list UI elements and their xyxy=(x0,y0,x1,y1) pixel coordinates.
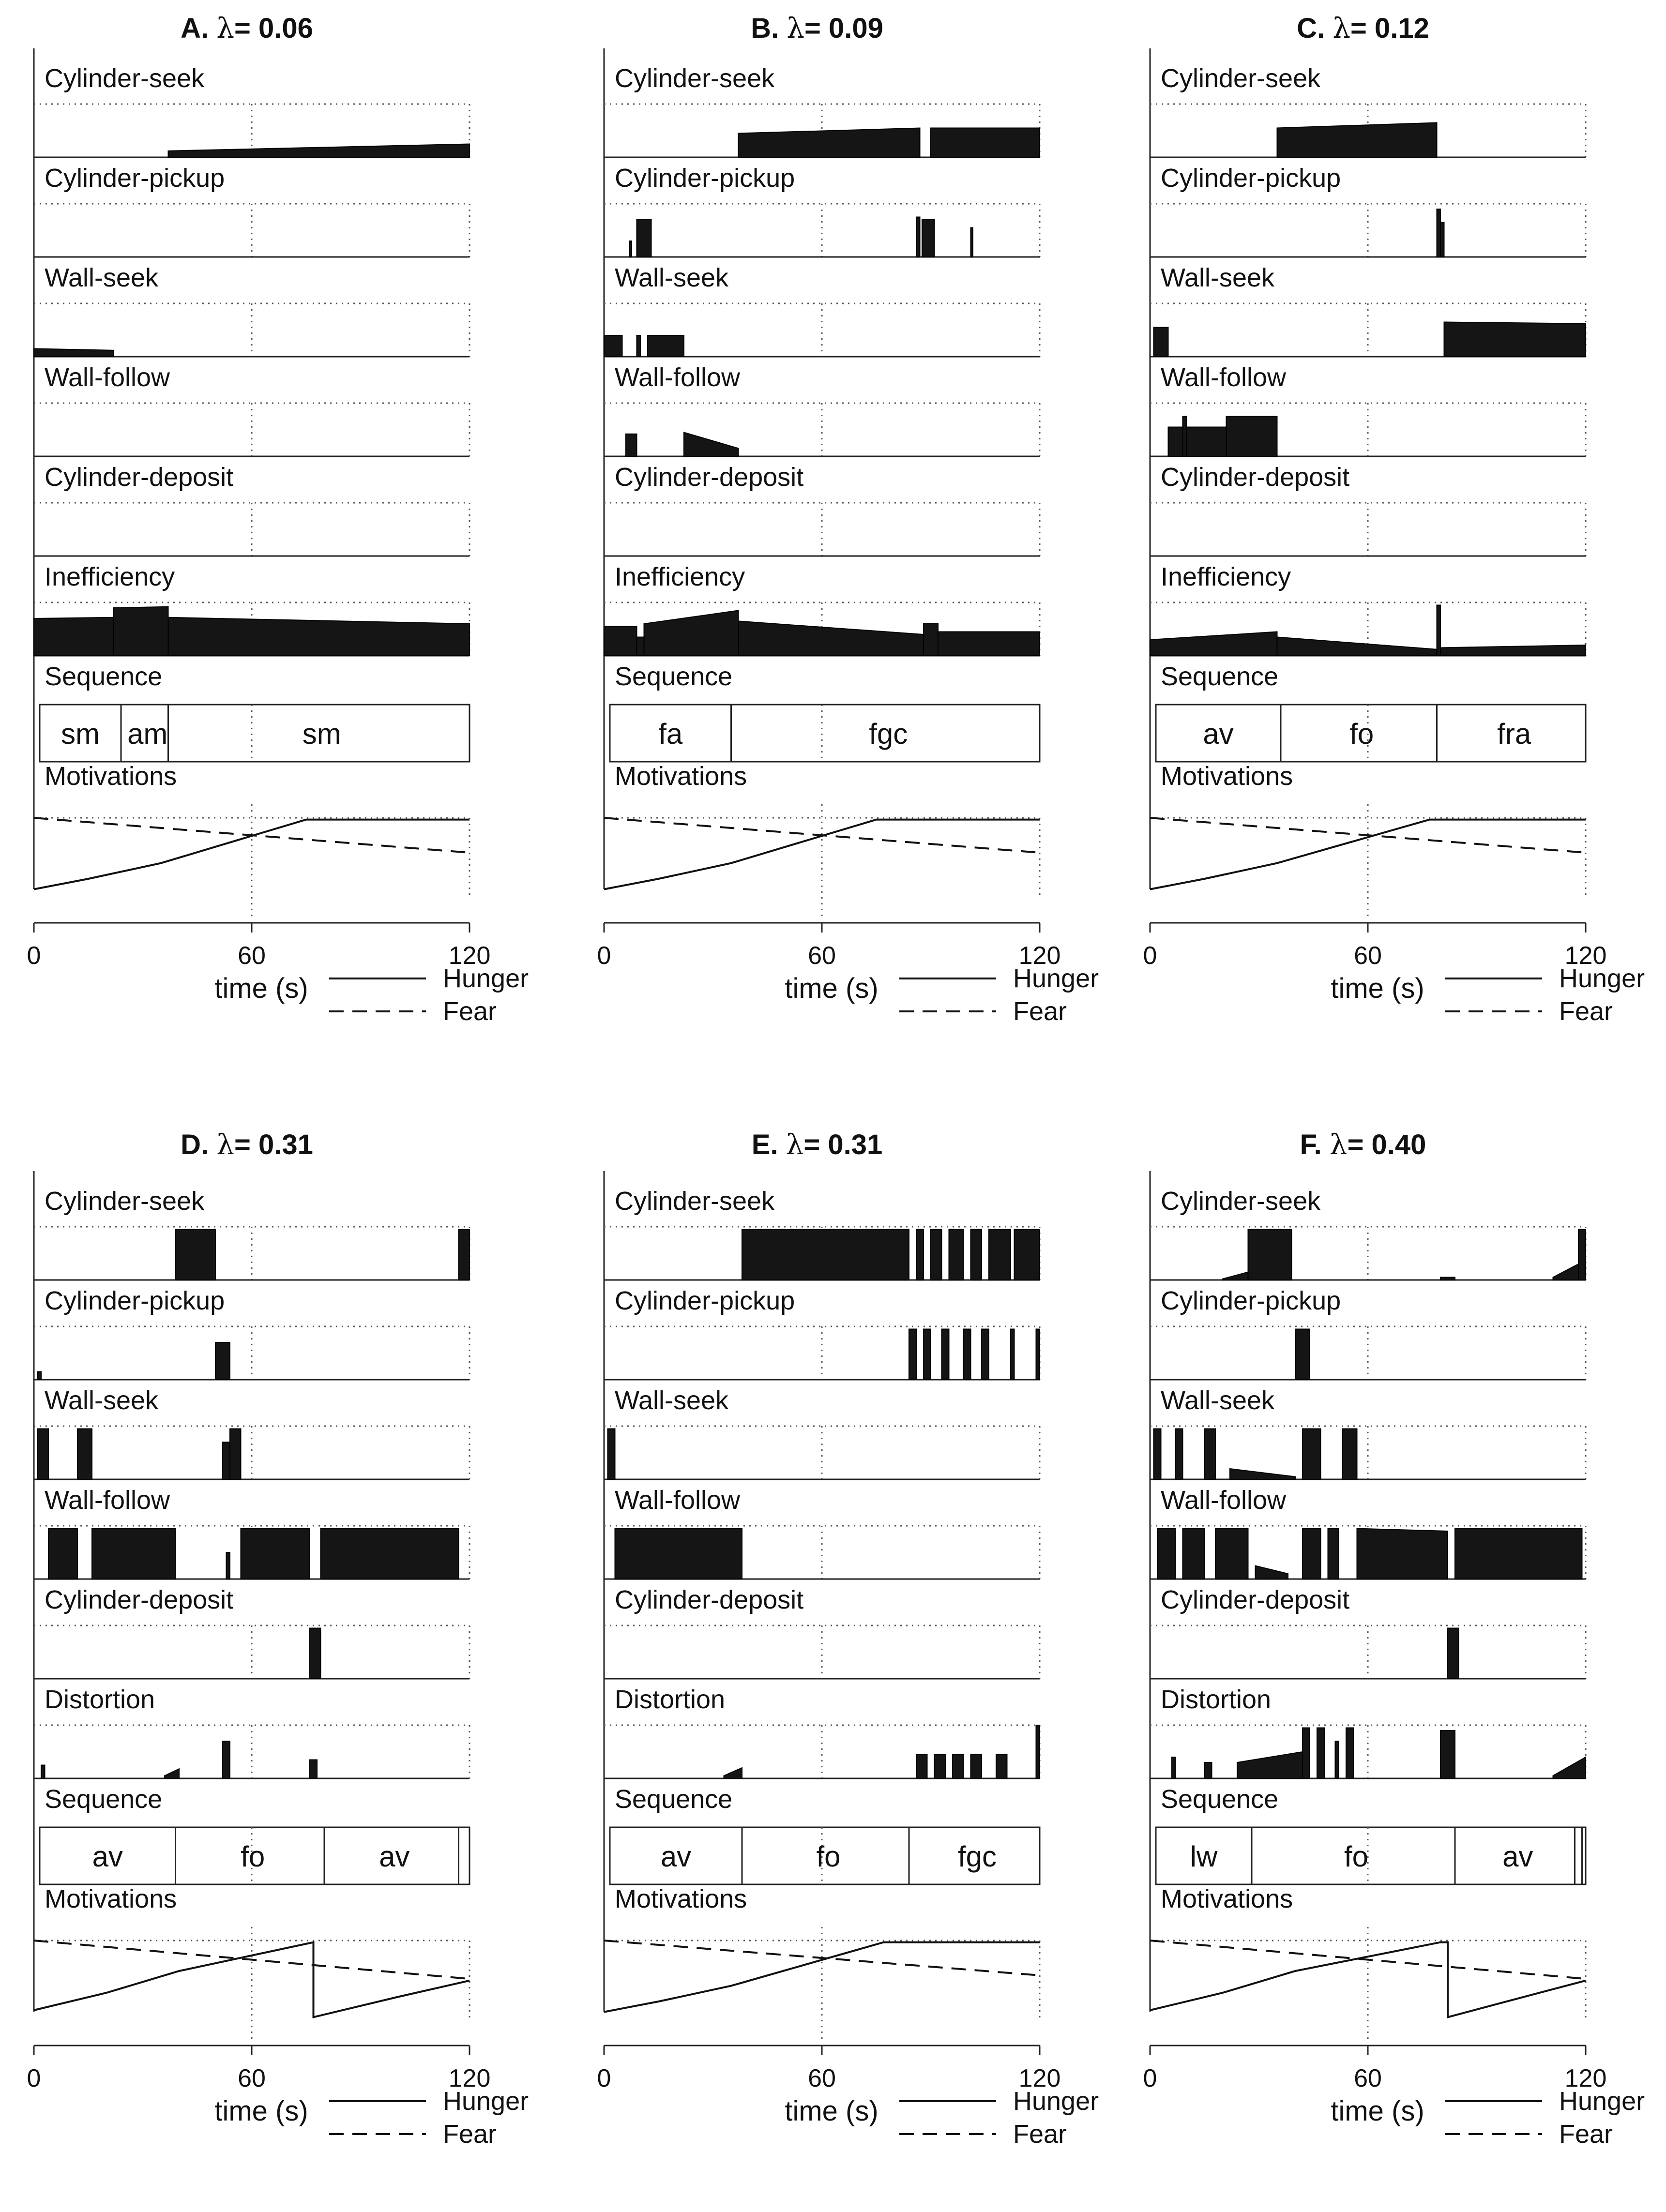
activation-area xyxy=(230,1429,241,1480)
row-label: Wall-seek xyxy=(45,1386,159,1415)
legend-fear-label: Fear xyxy=(1559,2120,1613,2149)
x-axis-label: time (s) xyxy=(785,973,878,1004)
x-tick-label: 120 xyxy=(1018,2064,1061,2092)
activation-area xyxy=(1440,1278,1455,1280)
activation-area xyxy=(1223,1272,1248,1280)
activation-area xyxy=(459,1230,470,1280)
row-motivations xyxy=(1143,1884,1645,2149)
activation-area xyxy=(1015,1230,1040,1280)
x-tick-label: 0 xyxy=(27,2064,41,2092)
activation-area xyxy=(34,349,114,357)
activation-area xyxy=(310,1628,321,1679)
panel-letter: A. xyxy=(181,13,217,44)
row-label: Wall-follow xyxy=(1161,363,1287,392)
row-wall-seek xyxy=(1150,1386,1586,1479)
x-axis-label: time (s) xyxy=(214,973,308,1004)
activation-area xyxy=(1150,632,1277,656)
x-tick-label: 0 xyxy=(597,2064,611,2092)
lambda-symbol: λ xyxy=(787,12,805,45)
row-label: Sequence xyxy=(1161,662,1279,691)
activation-area xyxy=(1295,1329,1310,1380)
activation-area xyxy=(648,335,684,357)
panel-c xyxy=(1143,12,1645,1026)
row-label: Cylinder-seek xyxy=(45,1187,205,1216)
panel-title xyxy=(181,12,313,45)
x-tick-label: 60 xyxy=(238,942,266,970)
row-wall-follow xyxy=(34,1486,470,1579)
x-axis-label: time (s) xyxy=(1331,2095,1424,2127)
x-tick-label: 60 xyxy=(238,2064,266,2092)
hunger-line xyxy=(1150,820,1586,889)
activation-area xyxy=(114,607,168,656)
activation-area xyxy=(1157,1529,1176,1580)
row-label: Wall-seek xyxy=(615,1386,729,1415)
row-cylinder-seek xyxy=(1150,64,1586,157)
activation-area xyxy=(176,1230,216,1280)
activation-area xyxy=(1357,1529,1448,1580)
x-axis-label: time (s) xyxy=(214,2095,308,2127)
activation-area xyxy=(1303,1429,1321,1480)
row-cylinder-pickup xyxy=(34,164,470,257)
row-label: Cylinder-deposit xyxy=(45,1585,234,1614)
activation-area xyxy=(989,1230,1011,1280)
x-tick-label: 60 xyxy=(1354,2064,1382,2092)
row-wall-follow xyxy=(604,1486,1040,1579)
row-label: Inefficiency xyxy=(1161,562,1291,591)
activation-area xyxy=(1248,1230,1292,1280)
row-sequence xyxy=(1156,1785,1586,1884)
x-tick-label: 120 xyxy=(1564,942,1607,970)
row-cylinder-deposit xyxy=(1150,463,1586,556)
row-label: Cylinder-pickup xyxy=(45,164,225,193)
panel-title xyxy=(1297,12,1429,45)
activation-area xyxy=(1215,1529,1248,1580)
hunger-line xyxy=(604,1942,1040,2012)
row-sequence xyxy=(40,662,470,762)
activation-area xyxy=(644,611,739,656)
sequence-block-label: fra xyxy=(1497,718,1531,750)
activation-area xyxy=(48,1529,77,1580)
x-tick-label: 120 xyxy=(448,942,491,970)
x-tick-label: 0 xyxy=(1143,942,1157,970)
activation-area xyxy=(34,617,114,656)
panel-title xyxy=(751,12,883,45)
activation-area xyxy=(1317,1728,1324,1779)
activation-area xyxy=(971,228,973,257)
row-label: Sequence xyxy=(615,662,733,691)
row-label: Distortion xyxy=(45,1685,155,1714)
x-tick-label: 120 xyxy=(1018,942,1061,970)
legend-fear-label: Fear xyxy=(443,2120,497,2149)
legend-hunger-label: Hunger xyxy=(1013,2087,1099,2116)
activation-area xyxy=(1437,605,1441,656)
activation-area xyxy=(1183,417,1187,457)
row-label: Cylinder-deposit xyxy=(1161,463,1350,492)
activation-area xyxy=(1205,1762,1212,1778)
hunger-line xyxy=(604,820,1040,889)
activation-area xyxy=(637,637,644,656)
activation-area xyxy=(630,241,632,257)
panel-f xyxy=(1143,1128,1645,2149)
row-label: Distortion xyxy=(1161,1685,1272,1714)
activation-area xyxy=(938,632,1040,656)
sequence-block-label: sm xyxy=(61,718,100,750)
legend-hunger-label: Hunger xyxy=(443,964,529,993)
sequence-block-label: fo xyxy=(241,1840,265,1873)
activation-area xyxy=(922,220,935,257)
lambda-symbol: λ xyxy=(216,12,235,45)
sequence-block-label: av xyxy=(1502,1840,1533,1873)
row-label: Wall-seek xyxy=(45,263,159,292)
sequence-block-label: av xyxy=(1203,718,1234,750)
row-inefficiency xyxy=(604,562,1040,656)
lambda-symbol: λ xyxy=(1329,1128,1348,1161)
row-cylinder-seek xyxy=(604,1187,1040,1280)
activation-area xyxy=(935,1755,946,1779)
row-label: Inefficiency xyxy=(615,562,745,591)
legend-fear-label: Fear xyxy=(1559,997,1613,1026)
activation-area xyxy=(1036,1725,1040,1778)
row-cylinder-pickup xyxy=(34,1286,470,1380)
legend-hunger-label: Hunger xyxy=(443,2087,529,2116)
sequence-block-label: fgc xyxy=(957,1840,997,1873)
activation-area xyxy=(637,335,641,357)
row-cylinder-seek xyxy=(34,64,470,157)
row-cylinder-seek xyxy=(34,1187,470,1280)
activation-area xyxy=(916,1230,924,1280)
row-wall-seek xyxy=(34,1386,470,1479)
lambda-value: = 0.12 xyxy=(1350,13,1429,44)
panel-letter: E. xyxy=(751,1129,786,1160)
row-label: Cylinder-pickup xyxy=(1161,164,1341,193)
row-label: Sequence xyxy=(1161,1785,1279,1814)
row-distortion xyxy=(34,1685,470,1778)
row-cylinder-pickup xyxy=(604,164,1040,257)
row-cylinder-pickup xyxy=(604,1286,1040,1380)
activation-area xyxy=(1237,1752,1303,1778)
activation-area xyxy=(724,1768,742,1778)
row-sequence xyxy=(40,1785,470,1884)
activation-area xyxy=(953,1755,964,1779)
row-cylinder-deposit xyxy=(604,463,1040,556)
x-axis-label: time (s) xyxy=(1331,973,1424,1004)
legend-fear-label: Fear xyxy=(1013,997,1067,1026)
activation-area xyxy=(38,1372,42,1380)
x-tick-label: 60 xyxy=(808,2064,836,2092)
activation-area xyxy=(608,1429,615,1480)
row-cylinder-seek xyxy=(1150,1187,1586,1280)
activation-area xyxy=(1172,1757,1176,1778)
activation-area xyxy=(916,1755,927,1779)
sequence-block-label: av xyxy=(92,1840,123,1873)
activation-area xyxy=(604,335,622,357)
row-cylinder-seek xyxy=(604,64,1040,157)
activation-area xyxy=(637,220,651,257)
x-tick-label: 0 xyxy=(1143,2064,1157,2092)
activation-area xyxy=(982,1329,989,1380)
activation-area xyxy=(168,144,470,158)
row-label: Wall-follow xyxy=(45,363,170,392)
activation-area xyxy=(1553,1264,1579,1280)
panel-letter: F. xyxy=(1300,1129,1330,1160)
fear-line xyxy=(1150,1941,1586,1979)
fear-line xyxy=(34,1941,470,1979)
activation-area xyxy=(1343,1429,1357,1480)
activation-area xyxy=(223,1741,230,1778)
row-label: Motivations xyxy=(1161,1884,1293,1913)
panel-e xyxy=(597,1128,1099,2149)
legend-fear-label: Fear xyxy=(1013,2120,1067,2149)
row-label: Distortion xyxy=(615,1685,726,1714)
sequence-block-label: fgc xyxy=(869,718,908,750)
activation-area xyxy=(739,621,924,656)
row-label: Cylinder-deposit xyxy=(615,463,804,492)
sequence-block-label: lw xyxy=(1190,1840,1218,1873)
activation-area xyxy=(92,1529,176,1580)
activation-area xyxy=(227,1552,230,1579)
activation-area xyxy=(964,1329,971,1380)
row-cylinder-deposit xyxy=(1150,1585,1586,1679)
activation-area xyxy=(615,1529,742,1580)
sequence-block-label: sm xyxy=(302,718,341,750)
activation-area xyxy=(1277,637,1437,656)
row-label: Cylinder-seek xyxy=(1161,1187,1321,1216)
activation-area xyxy=(909,1329,916,1380)
activation-area xyxy=(996,1755,1007,1779)
panel-title xyxy=(181,1128,313,1161)
row-cylinder-deposit xyxy=(34,463,470,556)
panel-letter: C. xyxy=(1297,13,1333,44)
activation-area xyxy=(742,1230,909,1280)
row-motivations xyxy=(597,1884,1099,2149)
row-distortion xyxy=(604,1685,1040,1778)
activation-area xyxy=(168,617,470,656)
x-tick-label: 0 xyxy=(27,942,41,970)
x-tick-label: 120 xyxy=(448,2064,491,2092)
row-label: Wall-seek xyxy=(615,263,729,292)
activation-area xyxy=(942,1329,949,1380)
activation-area xyxy=(1440,645,1586,656)
row-inefficiency xyxy=(34,562,470,656)
row-wall-seek xyxy=(604,1386,1040,1479)
row-motivations xyxy=(27,762,529,1026)
row-cylinder-deposit xyxy=(34,1585,470,1679)
panel-title xyxy=(1300,1128,1426,1161)
row-wall-follow xyxy=(1150,1486,1586,1579)
legend-hunger-label: Hunger xyxy=(1013,964,1099,993)
activation-area xyxy=(971,1230,982,1280)
activation-area xyxy=(931,128,1040,158)
panel-d xyxy=(27,1128,529,2149)
activation-area xyxy=(949,1230,964,1280)
panel-a xyxy=(27,12,529,1026)
row-sequence xyxy=(1156,662,1586,762)
row-motivations xyxy=(597,762,1099,1026)
row-label: Motivations xyxy=(615,1884,747,1913)
sequence-block-label: fa xyxy=(658,718,683,750)
activation-area xyxy=(1444,322,1586,357)
row-label: Cylinder-deposit xyxy=(1161,1585,1350,1614)
panel-letter: B. xyxy=(751,13,787,44)
row-cylinder-pickup xyxy=(1150,164,1586,257)
row-label: Motivations xyxy=(45,1884,177,1913)
row-wall-seek xyxy=(604,263,1040,357)
row-label: Wall-follow xyxy=(1161,1486,1287,1515)
lambda-symbol: λ xyxy=(216,1128,235,1161)
sequence-block-label: av xyxy=(660,1840,692,1873)
row-cylinder-deposit xyxy=(604,1585,1040,1679)
x-axis-label: time (s) xyxy=(785,2095,878,2127)
activation-area xyxy=(1011,1329,1015,1380)
row-label: Sequence xyxy=(45,1785,163,1814)
row-sequence xyxy=(610,1785,1040,1884)
activation-area xyxy=(215,1342,230,1380)
activation-area xyxy=(1303,1728,1310,1779)
row-label: Sequence xyxy=(45,662,163,691)
activation-area xyxy=(1455,1529,1582,1580)
activation-area xyxy=(1448,1628,1459,1679)
row-label: Inefficiency xyxy=(45,562,175,591)
activation-area xyxy=(310,1760,317,1779)
sequence-block-label: fo xyxy=(816,1840,841,1873)
row-wall-follow xyxy=(604,363,1040,456)
row-distortion xyxy=(1150,1685,1586,1778)
sequence-block-label: am xyxy=(127,718,168,750)
row-sequence xyxy=(610,662,1040,762)
row-label: Cylinder-deposit xyxy=(45,463,234,492)
activation-area xyxy=(604,627,637,656)
x-tick-label: 120 xyxy=(1564,2064,1607,2092)
activation-area xyxy=(684,433,739,457)
row-label: Motivations xyxy=(1161,762,1293,791)
sequence-block-label: fo xyxy=(1349,718,1374,750)
activation-area xyxy=(241,1529,310,1580)
row-label: Cylinder-pickup xyxy=(615,1286,795,1315)
activation-area xyxy=(1205,1429,1216,1480)
panel-letter: D. xyxy=(181,1129,217,1160)
row-label: Cylinder-pickup xyxy=(615,164,795,193)
activation-area xyxy=(77,1429,92,1480)
row-label: Cylinder-seek xyxy=(615,1187,775,1216)
lambda-value: = 0.09 xyxy=(804,13,883,44)
row-label: Cylinder-seek xyxy=(45,64,205,93)
row-label: Motivations xyxy=(45,762,177,791)
activation-area xyxy=(1578,1230,1586,1280)
activation-area xyxy=(626,434,637,456)
activation-area xyxy=(41,1765,45,1779)
row-label: Wall-follow xyxy=(615,1486,741,1515)
activation-area xyxy=(38,1429,49,1480)
activation-area xyxy=(1183,1529,1205,1580)
activation-area xyxy=(1230,1469,1295,1479)
row-wall-seek xyxy=(1150,263,1586,357)
lambda-value: = 0.31 xyxy=(803,1129,883,1160)
row-wall-follow xyxy=(1150,363,1586,456)
row-cylinder-pickup xyxy=(1150,1286,1586,1380)
activation-area xyxy=(924,1329,931,1380)
panel-b xyxy=(597,12,1099,1026)
row-label: Cylinder-pickup xyxy=(1161,1286,1341,1315)
row-motivations xyxy=(1143,762,1645,1026)
activation-area xyxy=(1277,123,1437,158)
row-label: Wall-seek xyxy=(1161,1386,1275,1415)
lambda-value: = 0.06 xyxy=(234,13,313,44)
legend-hunger-label: Hunger xyxy=(1559,2087,1645,2116)
activation-area xyxy=(1303,1529,1321,1580)
row-inefficiency xyxy=(1150,562,1586,656)
row-label: Cylinder-seek xyxy=(615,64,775,93)
sequence-block-label: av xyxy=(379,1840,410,1873)
lambda-symbol: λ xyxy=(786,1128,804,1161)
activation-area xyxy=(1256,1566,1288,1580)
activation-area xyxy=(1227,417,1277,457)
row-label: Motivations xyxy=(615,762,747,791)
activation-area xyxy=(1437,209,1441,257)
activation-area xyxy=(1154,328,1168,357)
lambda-symbol: λ xyxy=(1333,12,1351,45)
activation-area xyxy=(1328,1529,1339,1580)
activation-area xyxy=(1335,1741,1339,1778)
x-tick-label: 60 xyxy=(808,942,836,970)
activation-area xyxy=(1440,1730,1455,1778)
panel-title xyxy=(752,1128,883,1161)
x-tick-label: 0 xyxy=(597,942,611,970)
lambda-value: = 0.40 xyxy=(1347,1129,1426,1160)
activation-area xyxy=(1036,1329,1040,1380)
activation-area xyxy=(971,1755,982,1779)
activation-area xyxy=(739,128,920,158)
row-label: Sequence xyxy=(615,1785,733,1814)
activation-area xyxy=(1346,1728,1353,1779)
row-label: Cylinder-pickup xyxy=(45,1286,225,1315)
hunger-line xyxy=(34,820,470,889)
activation-area xyxy=(1553,1757,1586,1778)
legend-hunger-label: Hunger xyxy=(1559,964,1645,993)
row-label: Wall-seek xyxy=(1161,263,1275,292)
row-label: Wall-follow xyxy=(615,363,741,392)
lambda-value: = 0.31 xyxy=(234,1129,313,1160)
activation-area xyxy=(924,624,938,656)
activation-area xyxy=(1440,223,1444,257)
legend-fear-label: Fear xyxy=(443,997,497,1026)
activation-area xyxy=(223,1442,230,1479)
sequence-block-label: fo xyxy=(1344,1840,1369,1873)
row-label: Cylinder-deposit xyxy=(615,1585,804,1614)
activation-area xyxy=(916,217,920,257)
row-motivations xyxy=(27,1884,529,2149)
activation-area xyxy=(931,1230,942,1280)
activation-area xyxy=(165,1769,179,1778)
row-wall-follow xyxy=(34,363,470,456)
row-wall-seek xyxy=(34,263,470,357)
activation-area xyxy=(1154,1429,1161,1480)
sequence-box xyxy=(40,705,470,762)
row-label: Wall-follow xyxy=(45,1486,170,1515)
row-label: Cylinder-seek xyxy=(1161,64,1321,93)
x-tick-label: 60 xyxy=(1354,942,1382,970)
activation-area xyxy=(1176,1429,1183,1480)
activation-area xyxy=(321,1529,459,1580)
